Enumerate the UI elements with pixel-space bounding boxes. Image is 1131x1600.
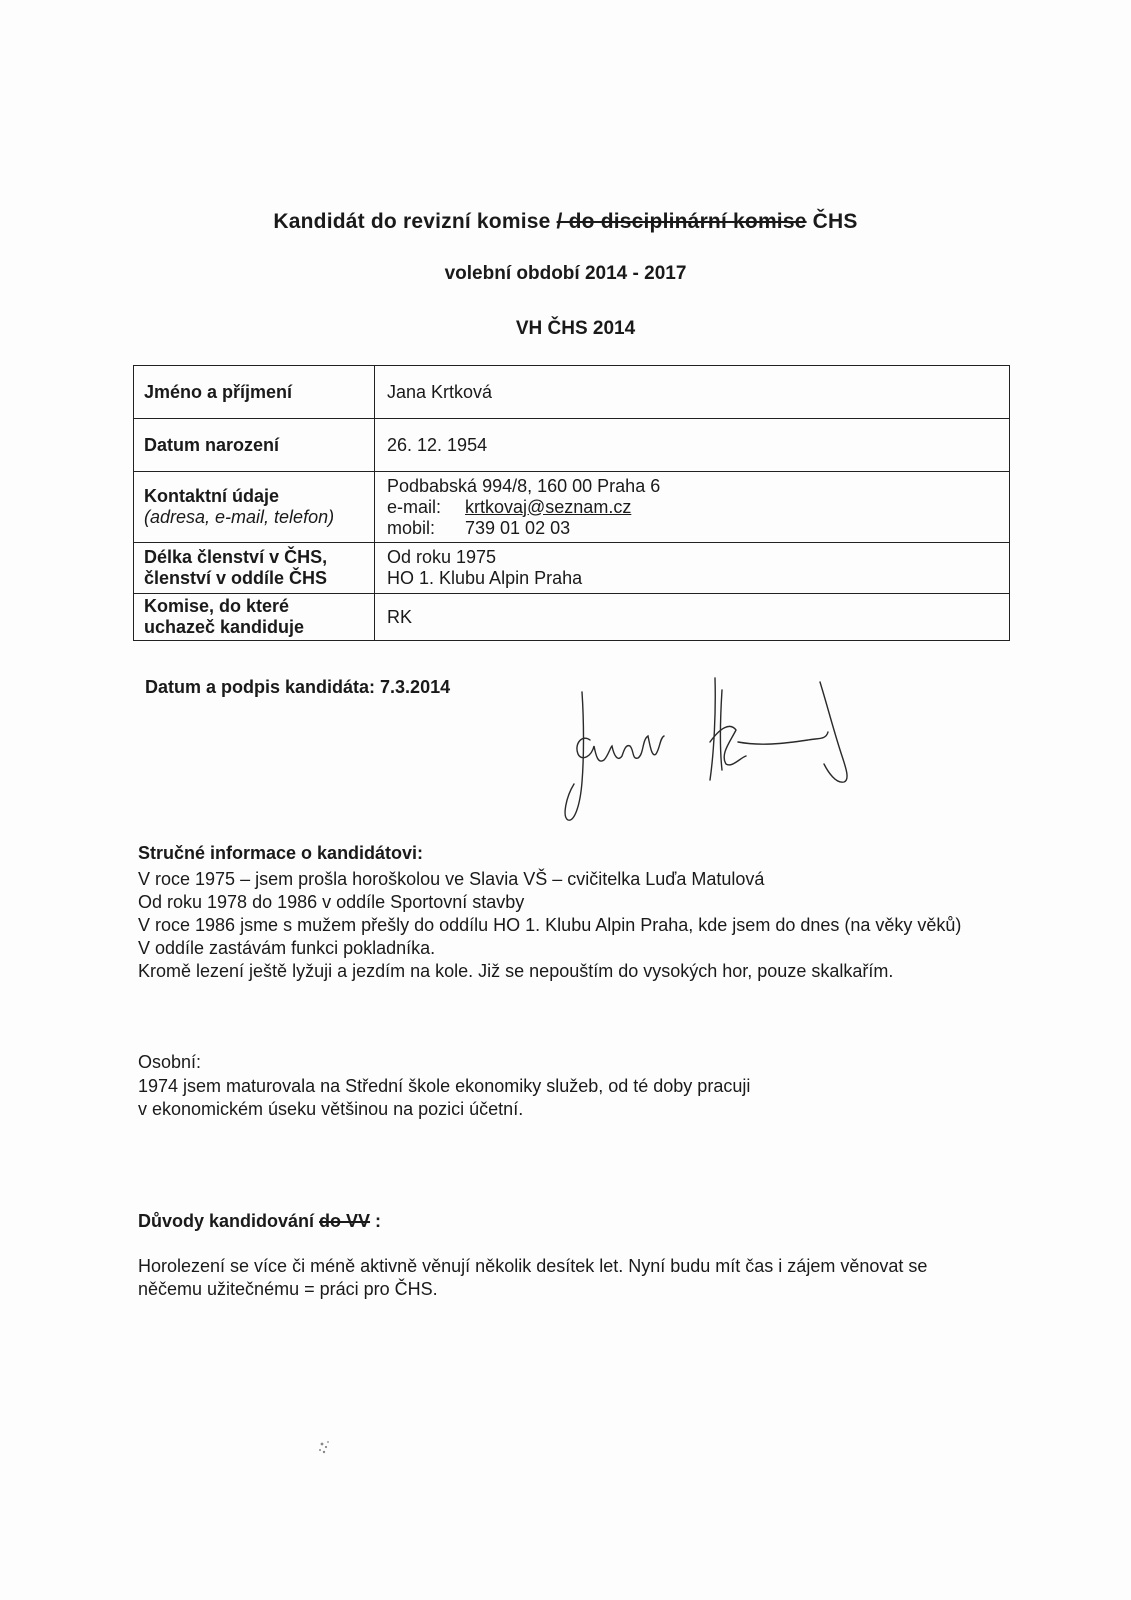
title-struck-text: / do disciplinární komise	[556, 210, 807, 233]
contact-label-cell	[134, 472, 375, 543]
birth-label: Datum narození	[134, 419, 375, 472]
info-line: V roce 1975 – jsem prošla horoškolou ve Slavia VŠ – cvičitelka Luďa Matulová	[138, 869, 765, 889]
form-row-commission	[134, 594, 1010, 641]
reasons-heading	[138, 1211, 381, 1232]
personal-line: 1974 jsem maturovala na Střední škole ekonomiky služeb, od té doby pracuji	[138, 1076, 751, 1096]
info-heading: Stručné informace o kandidátovi:	[138, 843, 424, 863]
birth-value: 26. 12. 1954	[375, 419, 1010, 472]
membership-label-cell	[134, 543, 375, 594]
form-row-membership	[134, 543, 1010, 594]
info-line: V oddíle zastávám funkci pokladníka.	[138, 938, 436, 958]
info-line: V roce 1986 jsme s mužem přešly do oddílu HO 1. Klubu Alpin Praha, kde jsem do dnes (na věky věků)	[138, 915, 962, 935]
signature-date-line: Datum a podpis kandidáta: 7.3.2014	[145, 677, 451, 697]
mobile-label: mobil:	[387, 517, 436, 538]
contact-label: Kontaktní údaje	[144, 486, 280, 506]
membership-label-1: Délka členství v ČHS,	[144, 547, 328, 567]
name-label: Jméno a příjmení	[134, 366, 375, 419]
personal-text	[138, 1075, 988, 1121]
info-line: Od roku 1978 do 1986 v oddíle Sportovní stavby	[138, 892, 525, 912]
reasons-paragraph: Horolezení se více či méně aktivně věnují několik desítek let. Nyní budu mít čas i zájem věnovat se něčemu užitečnému = práci pro ČHS.	[138, 1256, 928, 1299]
commission-label-1: Komise, do které	[144, 596, 290, 616]
reasons-heading-suffix: :	[370, 1211, 382, 1231]
membership-value-1: Od roku 1975	[387, 547, 497, 567]
reasons-heading-prefix: Důvody kandidování	[138, 1211, 320, 1231]
email-link[interactable]: krtkovaj@seznam.cz	[465, 496, 632, 517]
info-line: Kromě lezení ještě lyžuji a jezdím na kole. Již se nepouštím do vysokých hor, pouze skalkařím.	[138, 961, 894, 981]
form-row-contact	[134, 472, 1010, 543]
commission-label-cell	[134, 594, 375, 641]
document-title	[0, 210, 1131, 234]
reasons-text	[138, 1255, 988, 1301]
form-row-name	[134, 366, 1010, 419]
title-prefix: Kandidát do revizní komise	[273, 210, 557, 233]
contact-value-cell	[375, 472, 1010, 543]
address-value: Podbabská 994/8, 160 00 Praha 6	[387, 475, 661, 496]
email-line	[387, 497, 999, 518]
mobile-line	[387, 518, 999, 539]
personal-heading: Osobní:	[138, 1052, 202, 1072]
contact-note: (adresa, e-mail, telefon)	[144, 507, 335, 527]
mobile-value: 739 01 02 03	[465, 517, 571, 538]
membership-label-2: členství v oddíle ČHS	[144, 568, 328, 588]
commission-label-2: uchazeč kandiduje	[144, 617, 305, 637]
form-row-birth	[134, 419, 1010, 472]
reasons-heading-struck: do VV	[319, 1211, 371, 1231]
commission-value: RK	[375, 594, 1010, 641]
info-text	[138, 868, 988, 983]
ink-smudge	[312, 1436, 336, 1460]
email-label: e-mail:	[387, 496, 442, 517]
candidate-form-table	[133, 365, 1010, 641]
membership-value-cell	[375, 543, 1010, 594]
name-value: Jana Krtková	[375, 366, 1010, 419]
handwritten-signature	[560, 672, 860, 837]
membership-value-2: HO 1. Klubu Alpin Praha	[387, 568, 583, 588]
event-name: VH ČHS 2014	[515, 318, 636, 339]
personal-line: v ekonomickém úseku většinou na pozici účetní.	[138, 1099, 524, 1119]
election-period: volební období 2014 - 2017	[444, 263, 687, 284]
title-suffix: ČHS	[806, 210, 858, 233]
